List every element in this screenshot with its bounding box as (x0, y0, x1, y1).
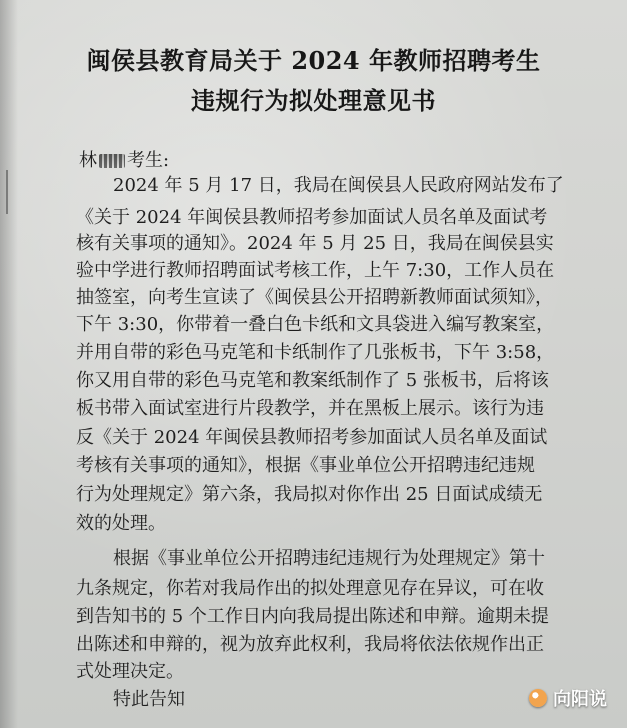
body-line-4: 验中学进行教师招聘面试考核工作，上午 7:30，工作人员在 (76, 260, 555, 281)
salutation-suffix: 考生: (127, 150, 170, 171)
closing-line: 特此告知 (113, 689, 185, 710)
body-line-13: 效的处理。 (76, 513, 166, 534)
body-line-9: 板书带入面试室进行片段教学，并在黑板上展示。该行为违 (76, 398, 544, 419)
body-line-15: 九条规定，你若对我局作出的拟处理意见存在异议，可在收 (76, 578, 544, 599)
body-line-3: 核有关事项的通知》。2024 年 5 月 25 日，我局在闽侯县实 (76, 233, 554, 254)
body-line-7: 并用自带的彩色马克笔和卡纸制作了几张板书，下午 3:58， (76, 342, 555, 363)
body-line-12: 行为处理规定》第六条，我局拟对你作出 25 日面试成绩无 (76, 484, 543, 505)
body-line-5: 抽签室，向考生宣读了《闽侯县公开招聘新教师面试须知》， (76, 287, 553, 308)
body-line-14: 根据《事业单位公开招聘违纪违规行为处理规定》第十 (113, 548, 545, 569)
binding-mark (6, 170, 8, 214)
document-title-line-2: 违规行为拟处理意见书 (191, 86, 436, 115)
watermark (529, 685, 607, 711)
body-line-11: 考核有关事项的通知》，根据《事业单位公开招聘违纪违规 (76, 455, 535, 476)
body-line-10: 反《关于 2024 年闽侯县教师招考参加面试人员名单及面试 (76, 427, 548, 448)
body-line-16: 到告知书的 5 个工作日内向我局提出陈述和申辩。逾期未提 (76, 606, 549, 627)
watermark-label: 向阳说 (553, 689, 607, 710)
body-line-18: 式处理决定。 (76, 661, 184, 682)
salutation-prefix: 林 (79, 150, 97, 171)
body-line-6: 下午 3:30，你带着一叠白色卡纸和文具袋进入编写教案室， (76, 314, 555, 335)
sun-icon (529, 689, 547, 707)
body-line-8: 你又用自带的彩色马克笔和教案纸制作了 5 张板书，后将该 (76, 370, 549, 391)
body-line-2: 《关于 2024 年闽侯县教师招考参加面试人员名单及面试考 (76, 207, 548, 228)
salutation (79, 149, 169, 173)
document-title-line-1: 闽侯县教育局关于 2024 年教师招聘考生 (86, 46, 541, 75)
body-line-1: 2024 年 5 月 17 日，我局在闽侯县人民政府网站发布了 (113, 175, 564, 196)
redaction-mark (99, 154, 125, 168)
body-line-17: 出陈述和申辩的，视为放弃此权利，我局将依法依规作出正 (76, 634, 544, 655)
